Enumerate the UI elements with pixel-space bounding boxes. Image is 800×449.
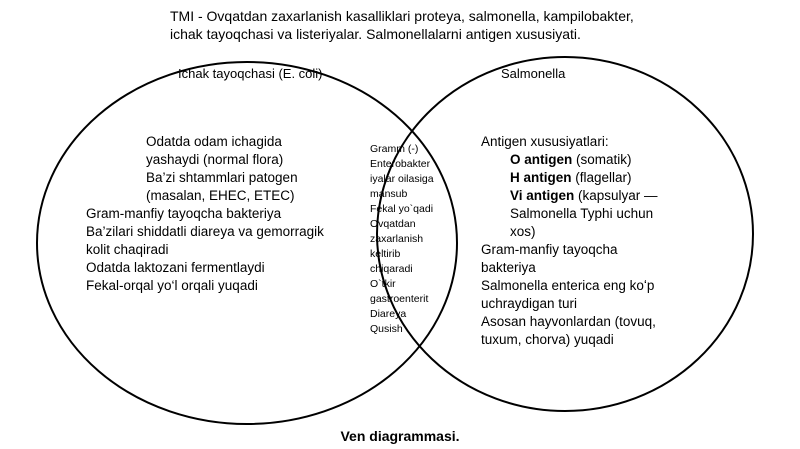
- intersection-content: [370, 142, 434, 337]
- center-line: mansub: [370, 188, 408, 200]
- antigen-item-cont: xos): [510, 224, 536, 239]
- center-line: O`tkir: [370, 278, 396, 290]
- left-line: Ba’zi shtammlari patogen: [146, 170, 298, 185]
- right-set-content: [481, 133, 658, 349]
- center-line: Fekal yo`qadi: [370, 203, 434, 215]
- left-set-title: Ichak tayoqchasi (E. coli): [178, 66, 323, 81]
- title-line: TMI - Ovqatdan zaxarlanish kasalliklari proteya, salmonella, kampilobakter,: [170, 8, 634, 24]
- left-line: Fekal-orqal yo‘l orqali yuqadi: [86, 278, 258, 293]
- center-line: Diareya: [370, 308, 407, 320]
- right-line: uchraydigan turi: [481, 296, 578, 311]
- left-line: Odatda laktozani fermentlaydi: [86, 260, 265, 275]
- antigen-item: H antigen (flagellar): [510, 170, 632, 185]
- right-set-title: Salmonella: [501, 66, 566, 81]
- left-line: Odatda odam ichagida: [146, 134, 282, 149]
- left-line: yashaydi (normal flora): [146, 152, 284, 167]
- right-line: Asosan hayvonlardan (tovuq,: [481, 314, 656, 329]
- center-line: Enterobakter: [370, 158, 431, 170]
- figure-caption: Ven diagrammasi.: [340, 428, 460, 444]
- center-line: Ovqatdan: [370, 218, 416, 230]
- left-set-content: [86, 133, 324, 295]
- left-line: Ba’zilari shiddatli diareya va gemorragik: [86, 224, 324, 239]
- antigen-item: Vi antigen (kapsulyar —: [510, 188, 658, 203]
- center-line: Qusish: [370, 323, 403, 335]
- right-line: tuxum, chorva) yuqadi: [481, 332, 614, 347]
- antigen-heading: Antigen xususiyatlari:: [481, 134, 609, 149]
- left-line: kolit chaqiradi: [86, 242, 169, 257]
- center-line: chiqaradi: [370, 263, 413, 275]
- antigen-item-cont: Salmonella Typhi uchun: [510, 206, 654, 221]
- right-line: Gram-manfiy tayoqcha: [481, 242, 618, 257]
- center-line: zaxarlanish: [370, 233, 424, 245]
- title-line: ichak tayoqchasi va listeriyalar. Salmonellalarni antigen xususiyati.: [170, 26, 581, 42]
- center-line: gastroenterit: [370, 293, 429, 305]
- figure-title: [170, 7, 640, 43]
- right-line: Salmonella enterica eng koʻp: [481, 278, 655, 293]
- center-line: Gramm (-): [370, 143, 419, 155]
- left-line: (masalan, EHEC, ETEC): [146, 188, 295, 203]
- antigen-item: O antigen (somatik): [510, 152, 632, 167]
- center-line: keltirib: [370, 248, 401, 260]
- left-line: Gram-manfiy tayoqcha bakteriya: [86, 206, 282, 221]
- center-line: iyalar oilasiga: [370, 173, 434, 185]
- right-line: bakteriya: [481, 260, 536, 275]
